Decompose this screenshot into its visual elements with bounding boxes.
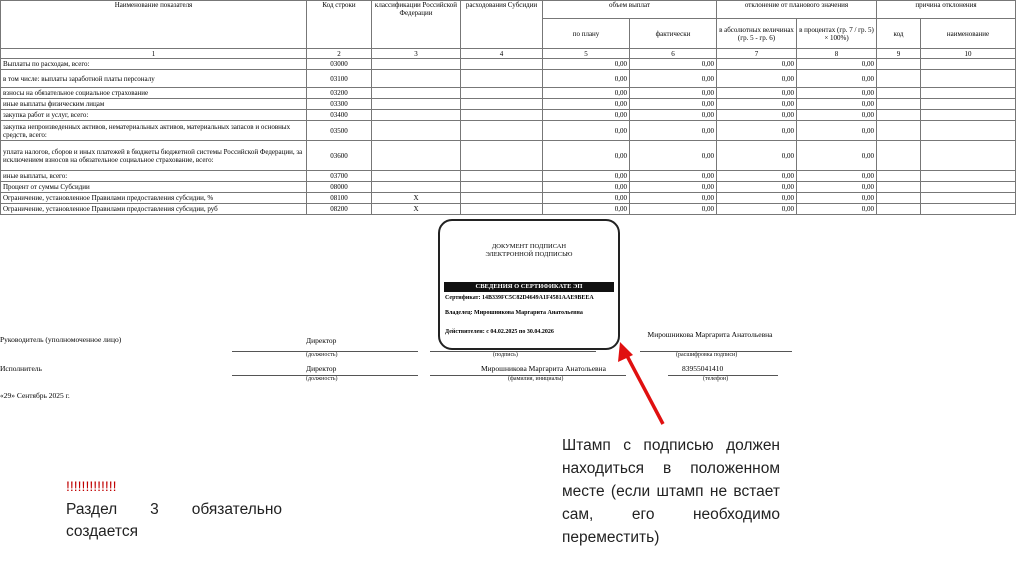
header-indicator: Наименование показателя — [1, 1, 307, 49]
report-date: «29» Сентябрь 2025 г. — [0, 391, 70, 400]
row-actual: 0,00 — [630, 204, 717, 215]
row-deviation-abs: 0,00 — [717, 70, 797, 88]
row-actual: 0,00 — [630, 70, 717, 88]
row-name: взносы на обязательное социальное страхование — [1, 88, 307, 99]
row-plan: 0,00 — [543, 88, 630, 99]
row-classification: X — [372, 204, 461, 215]
caption-signature: (подпись) — [493, 352, 518, 358]
head-label: Руководитель (уполномоченное лицо) — [0, 335, 122, 344]
row-deviation-abs: 0,00 — [717, 141, 797, 171]
row-deviation-pct: 0,00 — [797, 59, 877, 70]
row-plan: 0,00 — [543, 182, 630, 193]
column-number: 2 — [307, 49, 372, 59]
row-deviation-abs: 0,00 — [717, 59, 797, 70]
row-code: 03300 — [307, 99, 372, 110]
row-deviation-pct: 0,00 — [797, 171, 877, 182]
row-deviation-abs: 0,00 — [717, 88, 797, 99]
row-deviation-abs: 0,00 — [717, 121, 797, 141]
row-deviation-abs: 0,00 — [717, 204, 797, 215]
row-code: 08100 — [307, 193, 372, 204]
row-deviation-abs: 0,00 — [717, 110, 797, 121]
column-number: 5 — [543, 49, 630, 59]
stamp-instruction-note: Штамп с подписью должен находиться в положенном месте (если штамп не встает сам, его необходимо переместить) — [562, 437, 780, 546]
header-row-code: Код строки — [307, 1, 372, 49]
column-number: 8 — [797, 49, 877, 59]
caption-fio: (фамилия, инициалы) — [508, 376, 564, 382]
row-deviation-abs: 0,00 — [717, 182, 797, 193]
executor-position: Директор — [306, 364, 337, 373]
row-actual: 0,00 — [630, 99, 717, 110]
row-deviation-pct: 0,00 — [797, 193, 877, 204]
row-name: Ограничение, установленное Правилами предоставления субсидии, руб — [1, 204, 307, 215]
row-plan: 0,00 — [543, 59, 630, 70]
warning-marks: !!!!!!!!!!!!! — [66, 478, 117, 494]
column-number: 3 — [372, 49, 461, 59]
column-number: 9 — [877, 49, 921, 59]
stamp-validity: Действителен: с 04.02.2025 по 30.04.2026 — [445, 329, 554, 335]
header-reason: причина отклонения — [877, 1, 1016, 19]
row-code: 03400 — [307, 110, 372, 121]
row-plan: 0,00 — [543, 70, 630, 88]
row-actual: 0,00 — [630, 121, 717, 141]
row-plan: 0,00 — [543, 121, 630, 141]
row-actual: 0,00 — [630, 182, 717, 193]
caption-decoding: (расшифровка подписи) — [676, 352, 738, 358]
row-deviation-abs: 0,00 — [717, 99, 797, 110]
row-plan: 0,00 — [543, 141, 630, 171]
row-code: 03600 — [307, 141, 372, 171]
row-name: в том числе: выплаты заработной платы персоналу — [1, 70, 307, 88]
stamp-certificate: Сертификат: 14B339FC5C82D4649A1F4581AAE9BEEA — [445, 295, 594, 301]
header-direction: расходования Субсидии — [461, 1, 543, 49]
row-deviation-pct: 0,00 — [797, 99, 877, 110]
row-plan: 0,00 — [543, 171, 630, 182]
row-plan: 0,00 — [543, 99, 630, 110]
row-name: Выплаты по расходам, всего: — [1, 59, 307, 70]
header-plan: по плану — [543, 19, 630, 49]
caption-position: (должность) — [306, 376, 338, 382]
row-deviation-pct: 0,00 — [797, 141, 877, 171]
stamp-owner: Владелец: Мирошникова Маргарита Анатольевна — [445, 310, 583, 316]
executor-phone: 83955041410 — [682, 364, 724, 373]
caption-position: (должность) — [306, 352, 338, 358]
row-deviation-pct: 0,00 — [797, 182, 877, 193]
row-name: Процент от суммы Субсидии — [1, 182, 307, 193]
row-code: 08000 — [307, 182, 372, 193]
header-volume: объем выплат — [543, 1, 717, 19]
section-3-note: Раздел 3 обязательно создается — [66, 501, 282, 540]
head-name: Мирошникова Маргарита Анатольевна — [647, 330, 773, 339]
row-name: Ограничение, установленное Правилами предоставления субсидии, % — [1, 193, 307, 204]
row-name: закупка работ и услуг, всего: — [1, 110, 307, 121]
row-plan: 0,00 — [543, 193, 630, 204]
row-classification: X — [372, 193, 461, 204]
column-number: 10 — [921, 49, 1016, 59]
row-code: 08200 — [307, 204, 372, 215]
row-plan: 0,00 — [543, 110, 630, 121]
row-deviation-pct: 0,00 — [797, 110, 877, 121]
row-deviation-pct: 0,00 — [797, 204, 877, 215]
row-name: закупка непроизведенных активов, нематериальных активов, материальных запасов и основных средств, всего: — [1, 121, 307, 141]
caption-phone: (телефон) — [703, 376, 729, 382]
header-pct: в процентах (гр. 7 / гр. 5) × 100%) — [797, 19, 877, 49]
row-code: 03200 — [307, 88, 372, 99]
row-actual: 0,00 — [630, 193, 717, 204]
row-name: иные выплаты физическим лицам — [1, 99, 307, 110]
column-number: 6 — [630, 49, 717, 59]
header-deviation: отклонение от планового значения — [717, 1, 877, 19]
row-deviation-pct: 0,00 — [797, 88, 877, 99]
column-number: 1 — [1, 49, 307, 59]
row-actual: 0,00 — [630, 141, 717, 171]
row-code: 03000 — [307, 59, 372, 70]
executor-name: Мирошникова Маргарита Анатольевна — [481, 364, 606, 373]
header-actual: фактически — [630, 19, 717, 49]
row-deviation-pct: 0,00 — [797, 70, 877, 88]
head-position: Директор — [306, 336, 337, 345]
row-code: 03100 — [307, 70, 372, 88]
row-actual: 0,00 — [630, 88, 717, 99]
row-code: 03500 — [307, 121, 372, 141]
stamp-certificate-band: СВЕДЕНИЯ О СЕРТИФИКАТЕ ЭП — [444, 282, 614, 292]
row-deviation-pct: 0,00 — [797, 121, 877, 141]
row-deviation-abs: 0,00 — [717, 171, 797, 182]
row-actual: 0,00 — [630, 110, 717, 121]
row-actual: 0,00 — [630, 59, 717, 70]
header-code: код — [877, 19, 921, 49]
header-abs: в абсолютных величинах (гр. 5 - гр. 6) — [717, 19, 797, 49]
stamp-title: ДОКУМЕНТ ПОДПИСАН — [491, 243, 567, 250]
column-number: 7 — [717, 49, 797, 59]
row-name: уплата налогов, сборов и иных платежей в бюджеты бюджетной системы Российской Федерации, за исключением взносов на обязательное социальное страхование, всего: — [1, 141, 307, 171]
row-plan: 0,00 — [543, 204, 630, 215]
row-code: 03700 — [307, 171, 372, 182]
column-number: 4 — [461, 49, 543, 59]
stamp-subtitle: ЭЛЕКТРОННОЙ ПОДПИСЬЮ — [485, 251, 573, 258]
header-name: наименование — [921, 19, 1016, 49]
row-deviation-abs: 0,00 — [717, 193, 797, 204]
header-classification: классификации Российской Федерации — [372, 1, 461, 49]
row-name: иные выплаты, всего: — [1, 171, 307, 182]
executor-label: Исполнитель — [0, 364, 42, 373]
row-actual: 0,00 — [630, 171, 717, 182]
